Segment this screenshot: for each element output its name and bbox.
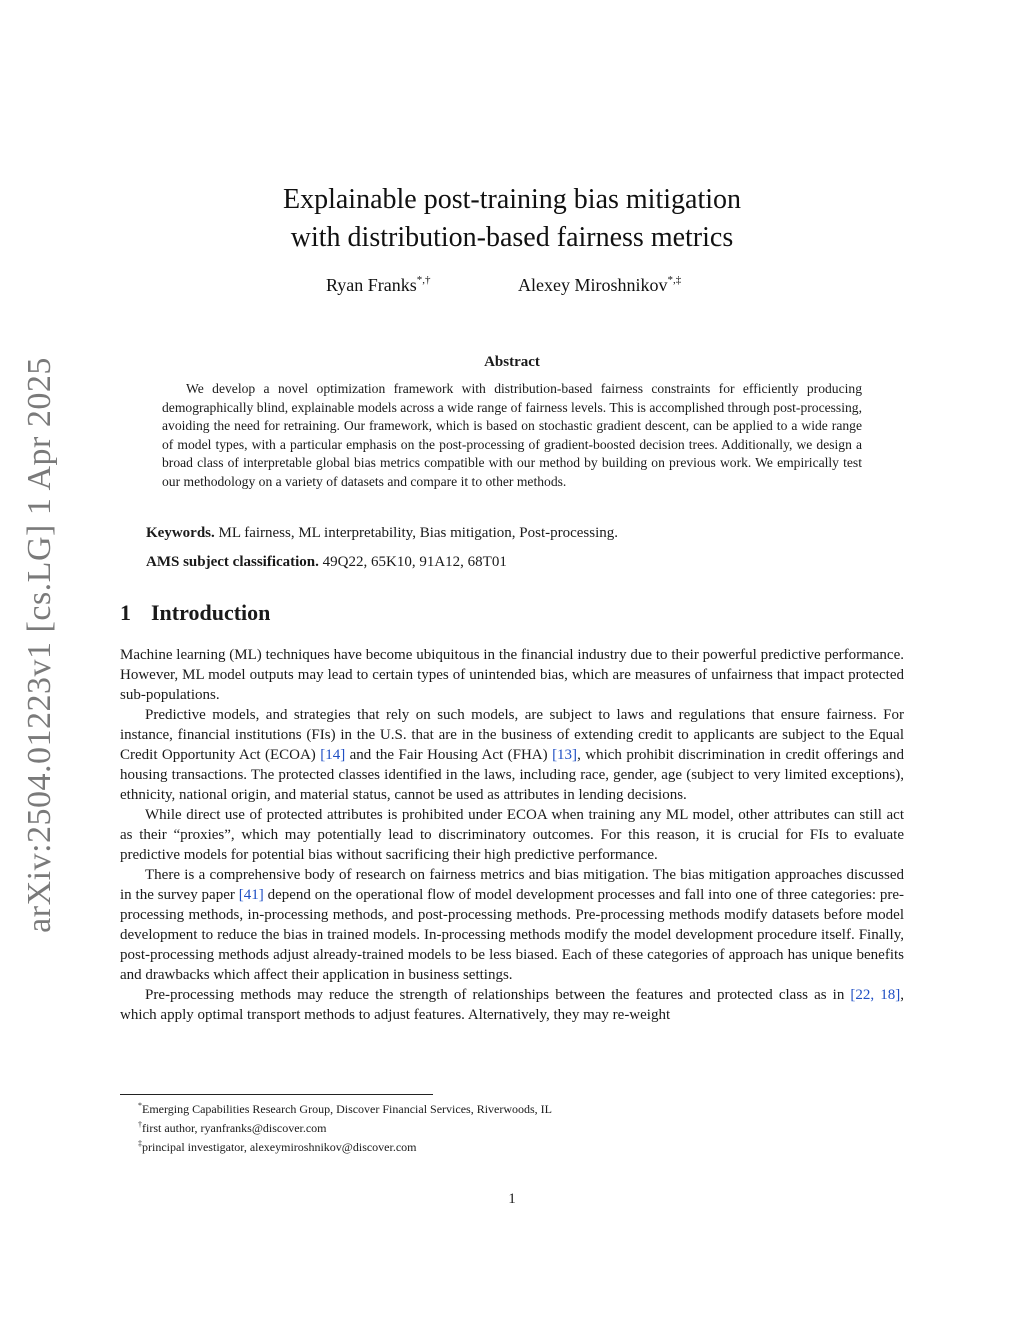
introduction-body [120,645,904,1025]
title-line-2: with distribution-based fairness metrics [290,222,734,253]
footnote-3-text: principal investigator, alexeymiroshnikov@discover.com [142,1140,417,1154]
ams-text: 49Q22, 65K10, 91A12, 68T01 [322,554,507,570]
paragraph-2-text-c: , which prohibit discrimination in credit offerings and housing transactions. The protected classes identified in the laws, including race, gender, age (subject to very limited exceptions), ethnicity, national origin, and material status, cannot be used as attributes in lending decisions. [120,747,905,803]
paragraph-2-text-b: and the Fair Housing Act (FHA) [345,747,553,763]
paragraph-4 [120,865,904,985]
footnote-1 [138,1098,918,1117]
section-title: Introduction [151,600,271,625]
author-2-name: Alexey Miroshnikov [518,275,668,295]
citation-41[interactable]: [41] [238,887,264,903]
author-1 [326,274,431,296]
citation-14[interactable]: [14] [320,747,346,763]
keywords-line [146,525,906,542]
ams-label: AMS subject classification. [146,554,319,570]
abstract-text: We develop a novel optimization framework with distribution-based fairness constraints for efficiently producing demographically blind, explainable models across a wide range of fairness levels. This is accomplished through post-processing, avoiding the need for retraining. Our framework, which is based on stochastic gradient descent, can be applied to a wide range of model types, with a particular emphasis on the post-processing of gradient-boosted decision trees. Additionally, we design a broad class of interpretable global bias metrics compatible with our method by building on previous work. We empirically test our methodology on a variety of datasets and compare it to other methods. [162,381,862,489]
footnote-divider [120,1094,433,1095]
footnote-3-mark: ‡ [138,1139,142,1148]
paragraph-5 [120,985,904,1025]
citation-bracket-close: ] [895,987,901,1003]
paragraph-5-text-a: Pre-processing methods may reduce the strength of relationships between the features and protected class as in [145,987,851,1003]
paragraph-2 [120,705,904,805]
citation-13[interactable]: [13] [552,747,578,763]
paragraph-2-text-a: Predictive models, and strategies that rely on such models, are subject to laws and regulations that ensure fairness. For instance, financial institutions (FIs) in the U.S. that are in the business of extending credit to applicants are subject to the Equal Credit Opportunity Act (ECOA) [120,707,904,763]
paragraph-5-text-b: , which apply optimal transport methods to adjust features. Alternatively, they may re-weight [120,987,905,1023]
keywords-text: ML fairness, ML interpretability, Bias mitigation, Post-processing. [218,525,619,541]
footnote-1-text: Emerging Capabilities Research Group, Discover Financial Services, Riverwoods, IL [142,1102,553,1116]
author-2-marks: *,‡ [667,274,682,286]
author-2 [518,274,681,296]
footnote-1-mark: * [138,1101,142,1110]
citation-22[interactable]: 22 [855,987,871,1003]
footnote-2-mark: † [138,1120,142,1129]
page-number: 1 [508,1191,516,1207]
footnote-2 [138,1117,918,1136]
author-1-name: Ryan Franks [326,275,417,295]
ams-classification-line [146,554,906,571]
paper-title [0,181,1024,257]
keywords-label: Keywords. [146,525,215,541]
citation-18[interactable]: 18 [880,987,896,1003]
footnotes [138,1098,918,1155]
author-1-marks: *,† [416,274,431,286]
title-line-1: Explainable post-training bias mitigation [282,184,742,215]
footnote-2-text: first author, ryanfranks@discover.com [142,1121,327,1135]
abstract-heading: Abstract [484,354,540,370]
paragraph-4-text-b: depend on the operational flow of model development processes and fall into one of three categories: pre-processing methods, in-processing methods, and post-processing methods. Pre-processing methods modify datasets before model development to reduce the bias in trained models. In-processing methods modify the model development procedure itself. Finally, post-processing methods adjust already-trained models to be less biased. Each of these categories of approach has unique benefits and drawbacks which affect their application in business settings. [120,887,905,983]
paragraph-3: While direct use of protected attributes is prohibited under ECOA when training any ML model, other attributes can still act as their “proxies”, which may potentially lead to discriminatory outcomes. For this reason, it is crucial for FIs to evaluate predictive models for potential bias without sacrificing their high predictive performance. [120,807,904,863]
citation-bracket-open: [ [850,987,856,1003]
author-list [0,274,1024,300]
paragraph-1: Machine learning (ML) techniques have become ubiquitous in the financial industry due to their powerful predictive performance. However, ML model outputs may lead to certain types of unintended bias, which are measures of unfairness that impact protected sub-populations. [120,647,904,703]
section-heading [120,600,270,626]
paragraph-4-text-a: There is a comprehensive body of research on fairness metrics and bias mitigation. The bias mitigation approaches discussed in the survey paper [120,867,904,903]
footnote-3 [138,1136,918,1155]
arxiv-identifier: arXiv:2504.01223v1 [cs.LG] 1 Apr 2025 [21,357,58,933]
citation-separator: , [870,987,881,1003]
section-number: 1 [120,600,131,625]
